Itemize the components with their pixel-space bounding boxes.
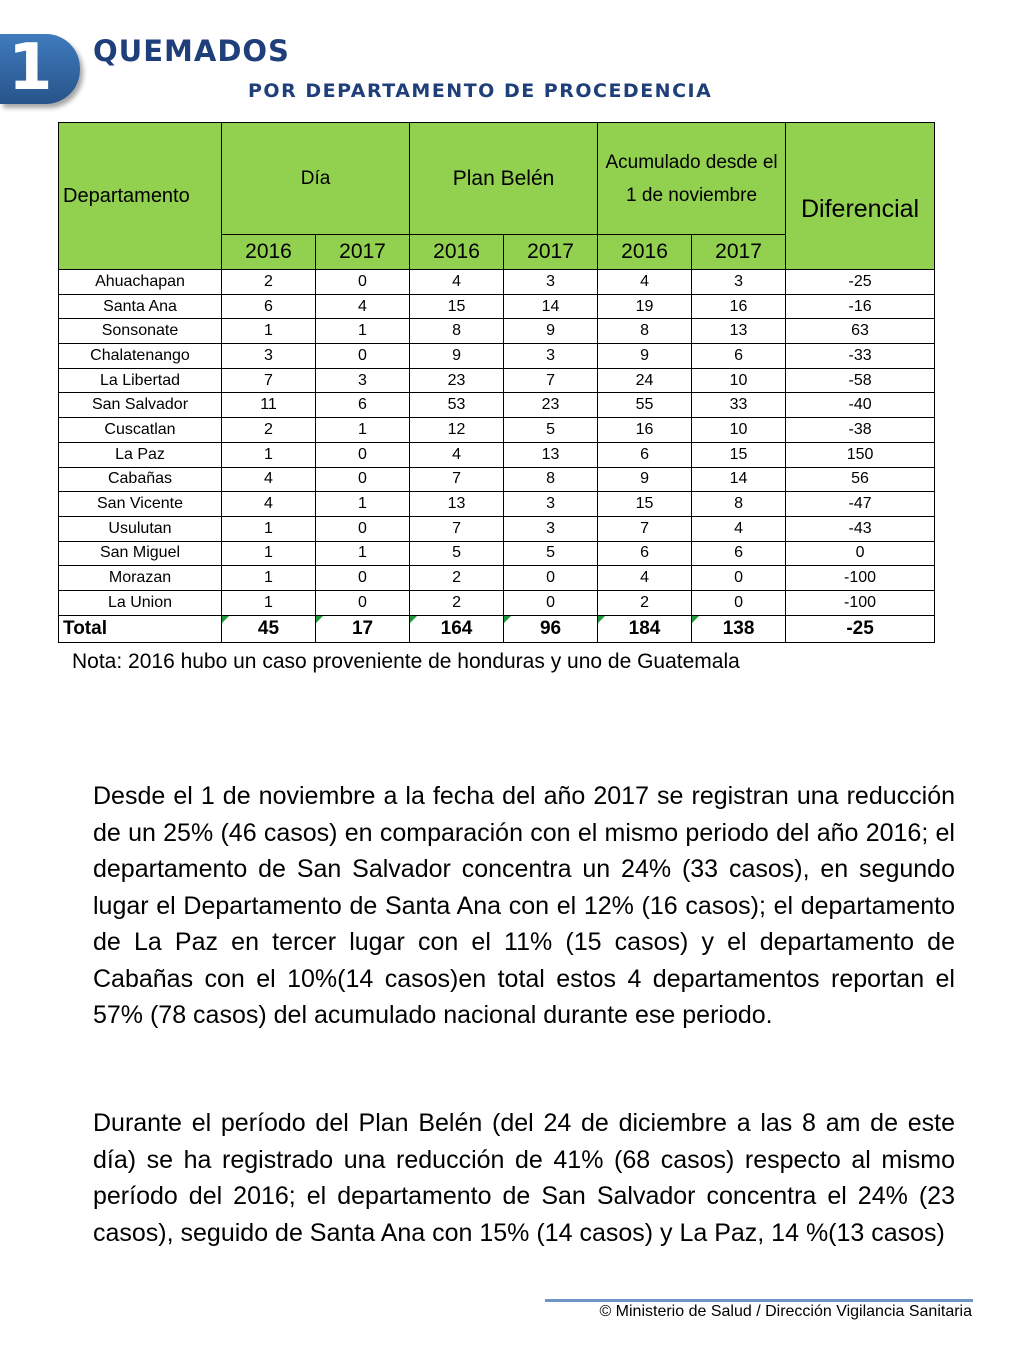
value-cell: -40	[786, 393, 935, 418]
value-cell: 3	[316, 368, 410, 393]
value-cell: 6	[316, 393, 410, 418]
value-cell: 3	[692, 270, 786, 295]
total-cell: 138	[692, 615, 786, 642]
value-cell: 0	[504, 590, 598, 615]
total-cell: 96	[504, 615, 598, 642]
value-cell: 1	[222, 516, 316, 541]
value-cell: 0	[316, 442, 410, 467]
header-year: 2017	[316, 235, 410, 270]
value-cell: 4	[598, 566, 692, 591]
value-cell: 3	[504, 516, 598, 541]
table-row	[59, 368, 935, 393]
value-cell: 6	[598, 442, 692, 467]
header-dia: Día	[222, 123, 410, 235]
value-cell: -47	[786, 492, 935, 517]
value-cell: -38	[786, 418, 935, 443]
table-row	[59, 566, 935, 591]
department-name-cell: Santa Ana	[59, 294, 222, 319]
value-cell: 10	[692, 368, 786, 393]
table-row	[59, 319, 935, 344]
value-cell: 13	[410, 492, 504, 517]
value-cell: 5	[504, 541, 598, 566]
department-name-cell: San Salvador	[59, 393, 222, 418]
department-name-cell: Cabañas	[59, 467, 222, 492]
value-cell: -16	[786, 294, 935, 319]
burns-by-department-table	[58, 122, 935, 643]
total-cell: 184	[598, 615, 692, 642]
table-row	[59, 294, 935, 319]
value-cell: 14	[504, 294, 598, 319]
table-note: Nota: 2016 hubo un caso proveniente de honduras y uno de Guatemala	[72, 650, 740, 673]
summary-paragraph: Desde el 1 de noviembre a la fecha del año 2017 se registran una reducción de un 25% (46 casos) en comparación con el mismo periodo del año 2016; el departamento de San Salvador concentra un 24% (33 casos), en segundo lugar el Departamento de Santa Ana con el 12% (16 casos); el departamento de La Paz en tercer lugar con el 11% (15 casos) y el departamento de Cabañas con el 10%(14 casos)en total estos 4 departamentos reportan el 57% (78 casos) del acumulado nacional durante ese periodo.	[93, 782, 955, 1029]
department-name-cell: Sonsonate	[59, 319, 222, 344]
table-row	[59, 492, 935, 517]
footer-credit: © Ministerio de Salud / Dirección Vigilancia Sanitaria	[599, 1303, 972, 1320]
value-cell: 3	[504, 270, 598, 295]
value-cell: 8	[410, 319, 504, 344]
value-cell: 2	[222, 270, 316, 295]
header-year: 2016	[222, 235, 316, 270]
department-name-cell: Cuscatlan	[59, 418, 222, 443]
value-cell: 10	[692, 418, 786, 443]
value-cell: 0	[316, 566, 410, 591]
value-cell: 56	[786, 467, 935, 492]
value-cell: 15	[598, 492, 692, 517]
value-cell: 3	[504, 344, 598, 369]
department-name-cell: La Libertad	[59, 368, 222, 393]
value-cell: 4	[316, 294, 410, 319]
table-row	[59, 541, 935, 566]
table-row	[59, 393, 935, 418]
value-cell: 8	[504, 467, 598, 492]
department-name-cell: San Vicente	[59, 492, 222, 517]
total-cell: 17	[316, 615, 410, 642]
value-cell: 6	[692, 541, 786, 566]
value-cell: 1	[222, 319, 316, 344]
page-subtitle: POR DEPARTAMENTO DE PROCEDENCIA	[248, 80, 713, 102]
value-cell: 2	[222, 418, 316, 443]
value-cell: 23	[504, 393, 598, 418]
value-cell: -58	[786, 368, 935, 393]
value-cell: 2	[598, 590, 692, 615]
value-cell: 53	[410, 393, 504, 418]
value-cell: -33	[786, 344, 935, 369]
table-row	[59, 590, 935, 615]
value-cell: 0	[692, 566, 786, 591]
value-cell: 0	[316, 516, 410, 541]
value-cell: -100	[786, 590, 935, 615]
value-cell: 8	[598, 319, 692, 344]
value-cell: 1	[316, 541, 410, 566]
plan-belen-paragraph: Durante el período del Plan Belén (del 24 de diciembre a las 8 am de este día) se ha registrado una reducción de 41% (68 casos) respecto al mismo período del 2016; el departamento de San Salvador concentra el 24% (23 casos), seguido de Santa Ana con 15% (14 casos) y La Paz, 14 %(13 casos)	[93, 1109, 955, 1247]
department-name-cell: La Paz	[59, 442, 222, 467]
value-cell: -43	[786, 516, 935, 541]
value-cell: 13	[692, 319, 786, 344]
table-row	[59, 467, 935, 492]
value-cell: 4	[410, 270, 504, 295]
value-cell: 16	[692, 294, 786, 319]
value-cell: 4	[598, 270, 692, 295]
total-label: Total	[59, 615, 222, 642]
department-name-cell: Chalatenango	[59, 344, 222, 369]
value-cell: 11	[222, 393, 316, 418]
value-cell: 1	[222, 541, 316, 566]
section-number-badge	[0, 31, 80, 105]
department-name-cell: La Union	[59, 590, 222, 615]
total-row	[59, 615, 935, 642]
header-plan-belen: Plan Belén	[410, 123, 598, 235]
value-cell: 7	[598, 516, 692, 541]
value-cell: 9	[598, 467, 692, 492]
header-year: 2017	[504, 235, 598, 270]
value-cell: 7	[504, 368, 598, 393]
value-cell: 5	[410, 541, 504, 566]
value-cell: 55	[598, 393, 692, 418]
department-name-cell: Ahuachapan	[59, 270, 222, 295]
value-cell: 2	[410, 566, 504, 591]
value-cell: 3	[222, 344, 316, 369]
value-cell: 8	[692, 492, 786, 517]
value-cell: 0	[316, 344, 410, 369]
value-cell: 9	[504, 319, 598, 344]
value-cell: 0	[316, 467, 410, 492]
value-cell: 16	[598, 418, 692, 443]
table-row	[59, 442, 935, 467]
value-cell: -100	[786, 566, 935, 591]
page-title: QUEMADOS	[93, 34, 290, 68]
value-cell: 4	[410, 442, 504, 467]
value-cell: 14	[692, 467, 786, 492]
value-cell: 0	[316, 270, 410, 295]
value-cell: 4	[692, 516, 786, 541]
value-cell: 7	[410, 516, 504, 541]
total-cell: -25	[786, 615, 935, 642]
value-cell: 6	[222, 294, 316, 319]
footer-divider	[545, 1299, 973, 1302]
header-year: 2017	[692, 235, 786, 270]
value-cell: 150	[786, 442, 935, 467]
header-diferencial: Diferencial	[786, 123, 935, 270]
table-body	[59, 270, 935, 616]
value-cell: 4	[222, 492, 316, 517]
value-cell: 24	[598, 368, 692, 393]
value-cell: 9	[410, 344, 504, 369]
header-acumulado: Acumulado desde el 1 de noviembre	[598, 123, 786, 235]
value-cell: 3	[504, 492, 598, 517]
total-cell: 164	[410, 615, 504, 642]
value-cell: 7	[410, 467, 504, 492]
value-cell: 0	[786, 541, 935, 566]
department-name-cell: Usulutan	[59, 516, 222, 541]
value-cell: 1	[316, 492, 410, 517]
value-cell: 13	[504, 442, 598, 467]
value-cell: 63	[786, 319, 935, 344]
value-cell: 33	[692, 393, 786, 418]
value-cell: 1	[316, 319, 410, 344]
value-cell: 9	[598, 344, 692, 369]
value-cell: 1	[222, 590, 316, 615]
value-cell: 12	[410, 418, 504, 443]
department-name-cell: Morazan	[59, 566, 222, 591]
value-cell: 15	[692, 442, 786, 467]
header-year: 2016	[410, 235, 504, 270]
value-cell: 0	[316, 590, 410, 615]
section-number: 1	[8, 31, 53, 105]
value-cell: 15	[410, 294, 504, 319]
table-row	[59, 418, 935, 443]
value-cell: 5	[504, 418, 598, 443]
table-row	[59, 516, 935, 541]
value-cell: 1	[222, 566, 316, 591]
value-cell: 1	[316, 418, 410, 443]
department-name-cell: San Miguel	[59, 541, 222, 566]
value-cell: 6	[692, 344, 786, 369]
header-departamento: Departamento	[59, 123, 222, 270]
value-cell: 4	[222, 467, 316, 492]
value-cell: 1	[222, 442, 316, 467]
total-cell: 45	[222, 615, 316, 642]
table-row	[59, 270, 935, 295]
table-row	[59, 344, 935, 369]
value-cell: 23	[410, 368, 504, 393]
value-cell: 0	[504, 566, 598, 591]
value-cell: 2	[410, 590, 504, 615]
header-year: 2016	[598, 235, 692, 270]
value-cell: 6	[598, 541, 692, 566]
value-cell: 19	[598, 294, 692, 319]
value-cell: -25	[786, 270, 935, 295]
value-cell: 0	[692, 590, 786, 615]
value-cell: 7	[222, 368, 316, 393]
